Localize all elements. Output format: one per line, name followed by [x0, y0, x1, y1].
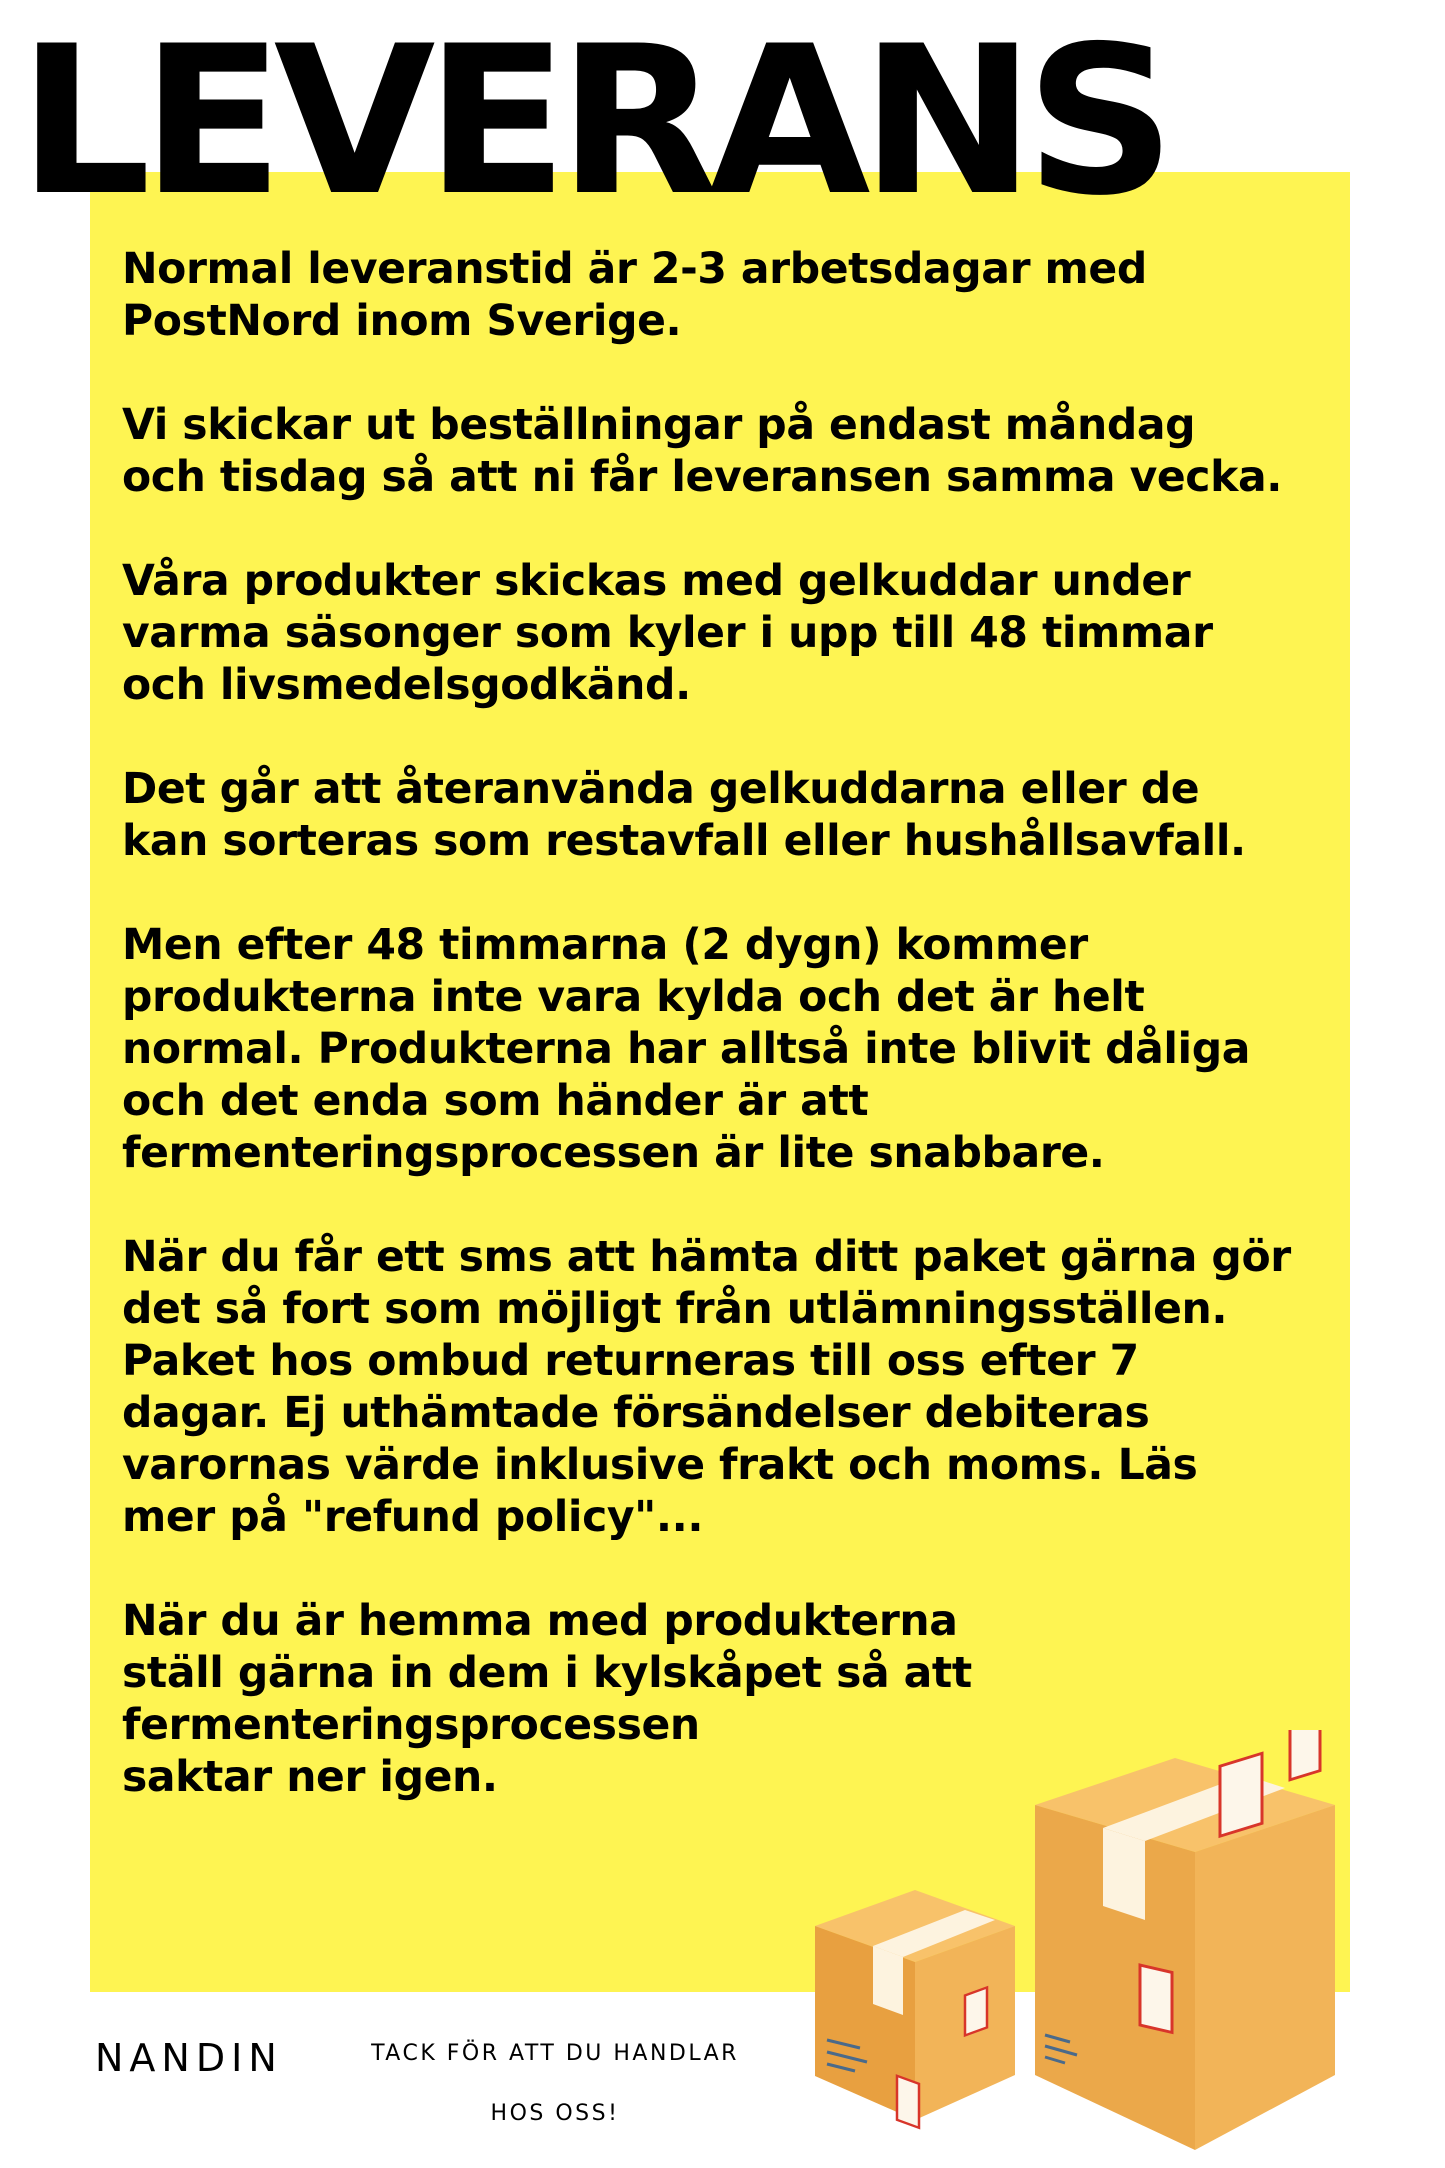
paragraph-fridge: När du är hemma med produkterna ställ gärna in dem i kylskåpet så att fermenteringsprocessen saktar ner igen.: [122, 1597, 972, 1802]
cardboard-boxes-illustration: [815, 1730, 1335, 2160]
large-cardboard-box-icon: [1035, 1730, 1335, 2150]
delivery-info: [122, 244, 1342, 1804]
paragraph-after-48h: Men efter 48 timmarna (2 dygn) kommer produkterna inte vara kylda och det är helt normal. Produkterna har alltså inte blivit dåliga och det enda som händer är att fermenteringsprocessen är lite snabbare.: [122, 921, 1251, 1178]
thank-you-note: [330, 2024, 780, 2144]
thank-you-line-1: TACK FÖR ATT DU HANDLAR: [371, 2041, 739, 2066]
paragraph-recycling: Det går att återanvända gelkuddarna eller de kan sorteras som restavfall eller hushållsavfall.: [122, 765, 1246, 866]
paragraph-shipping-days: Vi skickar ut beställningar på endast måndag och tisdag så att ni får leveransen samma vecka.: [122, 401, 1282, 502]
paragraph-pickup: När du får ett sms att hämta ditt paket gärna gör det så fort som möjligt från utlämningsställen. Paket hos ombud returneras till oss efter 7 dagar. Ej uthämtade försändelser debiteras varornas värde inklusive frakt och moms. Läs mer på "refund policy"...: [122, 1233, 1291, 1542]
thank-you-line-2: HOS OSS!: [490, 2101, 620, 2126]
brand-name: NANDIN: [95, 2036, 283, 2080]
page-title: LEVERANS: [18, 3, 1166, 241]
paragraph-gel-packs: Våra produkter skickas med gelkuddar under varma säsonger som kyler i upp till 48 timmar och livsmedelsgodkänd.: [122, 557, 1213, 710]
paragraph-delivery-time: Normal leveranstid är 2-3 arbetsdagar med PostNord inom Sverige.: [122, 245, 1147, 346]
small-cardboard-box-icon: [815, 1890, 1015, 2128]
